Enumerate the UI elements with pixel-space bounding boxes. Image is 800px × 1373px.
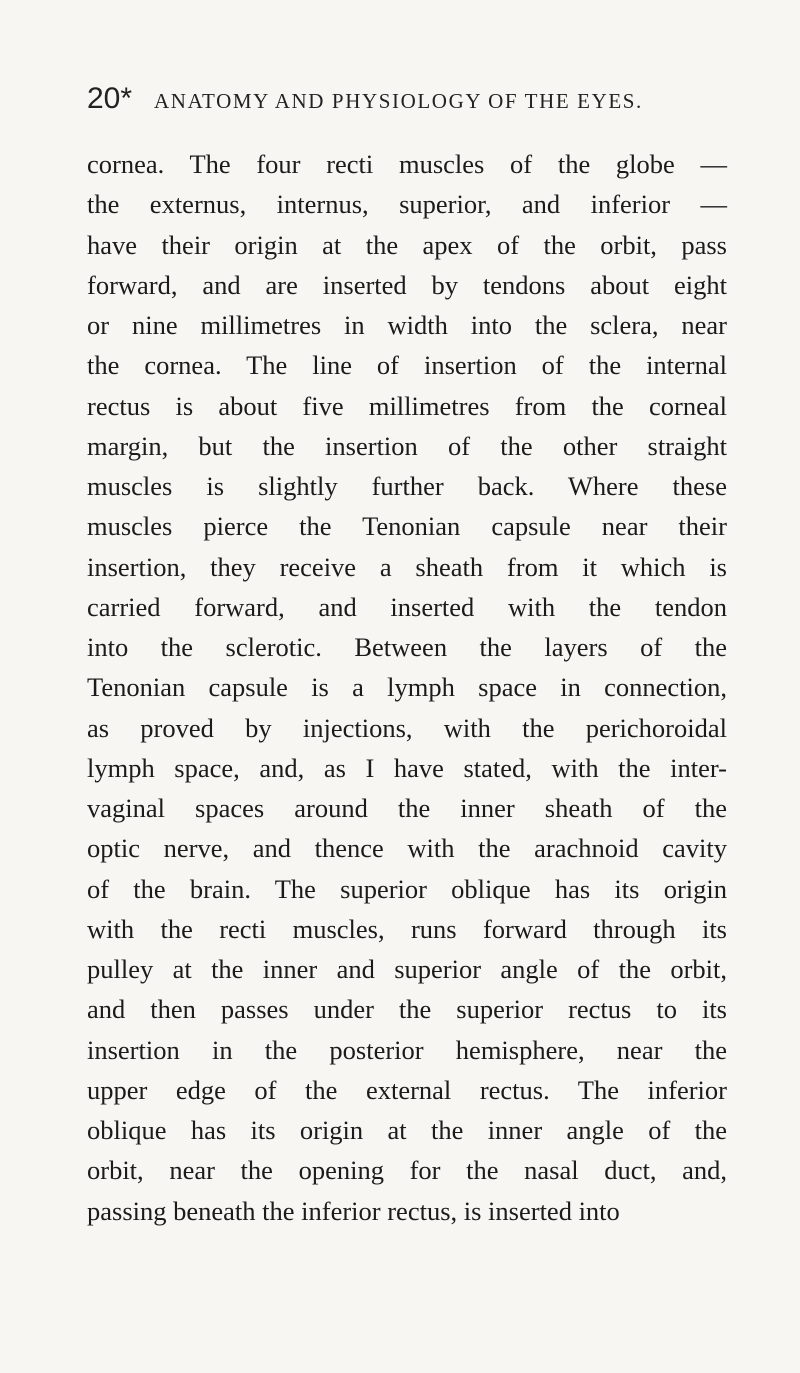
text-line: insertion, they receive a sheath from it which is [87,551,727,582]
text-line: insertion in the posterior hemisphere, near the [87,1034,727,1065]
text-line: Tenonian capsule is a lymph space in connection, [87,672,727,703]
text-line: with the recti muscles, runs forward through its [87,913,727,944]
text-line: lymph space, and, as I have stated, with the inter- [87,752,727,783]
text-line: and then passes under the superior rectus to its [87,994,727,1025]
text-line: the externus, internus, superior, and inferior — [87,189,727,220]
text-line: the cornea. The line of insertion of the internal [87,350,727,381]
text-line: upper edge of the external rectus. The inferior [87,1074,727,1105]
body-text [87,144,727,1231]
text-line: forward, and are inserted by tendons about eight [87,269,727,300]
text-line: passing beneath the inferior rectus, is inserted into [87,1195,620,1226]
text-line: muscles is slightly further back. Where these [87,471,727,501]
text-line: carried forward, and inserted with the tendon [87,591,727,622]
page-number: 20* [87,82,133,115]
text-line: orbit, near the opening for the nasal duct, and, [87,1155,727,1186]
text-line: vaginal spaces around the inner sheath of the [87,793,727,823]
text-line: margin, but the insertion of the other straight [87,430,727,461]
running-title: ANATOMY AND PHYSIOLOGY OF THE EYES. [154,89,643,113]
text-line: rectus is about five millimetres from the corneal [87,390,727,421]
text-line: oblique has its origin at the inner angle of the [87,1115,727,1145]
text-line: into the sclerotic. Between the layers of the [87,632,727,662]
text-line: have their origin at the apex of the orbit, pass [87,229,727,260]
running-head [87,82,687,118]
text-line: as proved by injections, with the perichoroidal [87,712,727,743]
text-line: optic nerve, and thence with the arachnoid cavity [87,833,727,864]
text-line: or nine millimetres in width into the sclera, near [87,310,727,340]
text-line: cornea. The four recti muscles of the globe — [87,149,727,179]
text-line: muscles pierce the Tenonian capsule near their [87,511,727,542]
text-line: of the brain. The superior oblique has its origin [87,873,727,904]
text-line: pulley at the inner and superior angle of the orbit, [87,954,727,984]
